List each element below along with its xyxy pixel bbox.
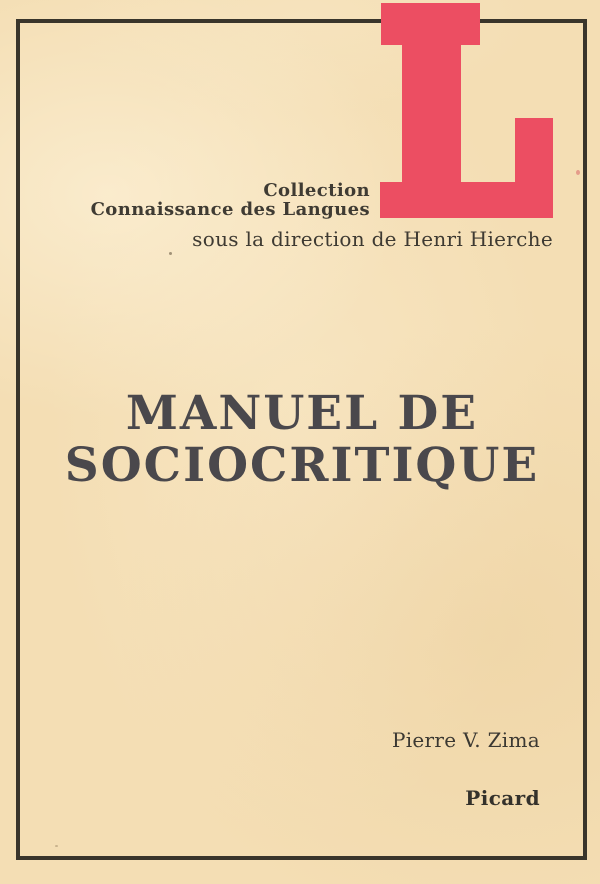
author-name: Pierre V. Zima xyxy=(391,728,540,752)
publisher-name: Picard xyxy=(465,786,540,810)
collection-name xyxy=(91,181,370,219)
collection-logo-l-icon xyxy=(380,3,553,218)
book-title-line-2: SOCIOCRITIQUE xyxy=(64,438,540,493)
book-title xyxy=(17,388,587,492)
collection-line-2: Connaissance des Langues xyxy=(90,199,370,220)
paper-speck xyxy=(55,845,58,847)
logo-l-bottom-bar xyxy=(380,182,553,218)
paper-speck xyxy=(169,252,172,255)
paper-speck xyxy=(576,170,580,175)
book-title-line-1: MANUEL DE xyxy=(125,386,479,441)
logo-l-stem xyxy=(402,42,461,188)
series-editor-line: sous la direction de Henri Hierche xyxy=(192,227,553,251)
logo-l-top-serif xyxy=(381,3,480,45)
collection-line-1: Collection xyxy=(263,180,370,201)
logo-l-right-arm xyxy=(515,118,553,187)
